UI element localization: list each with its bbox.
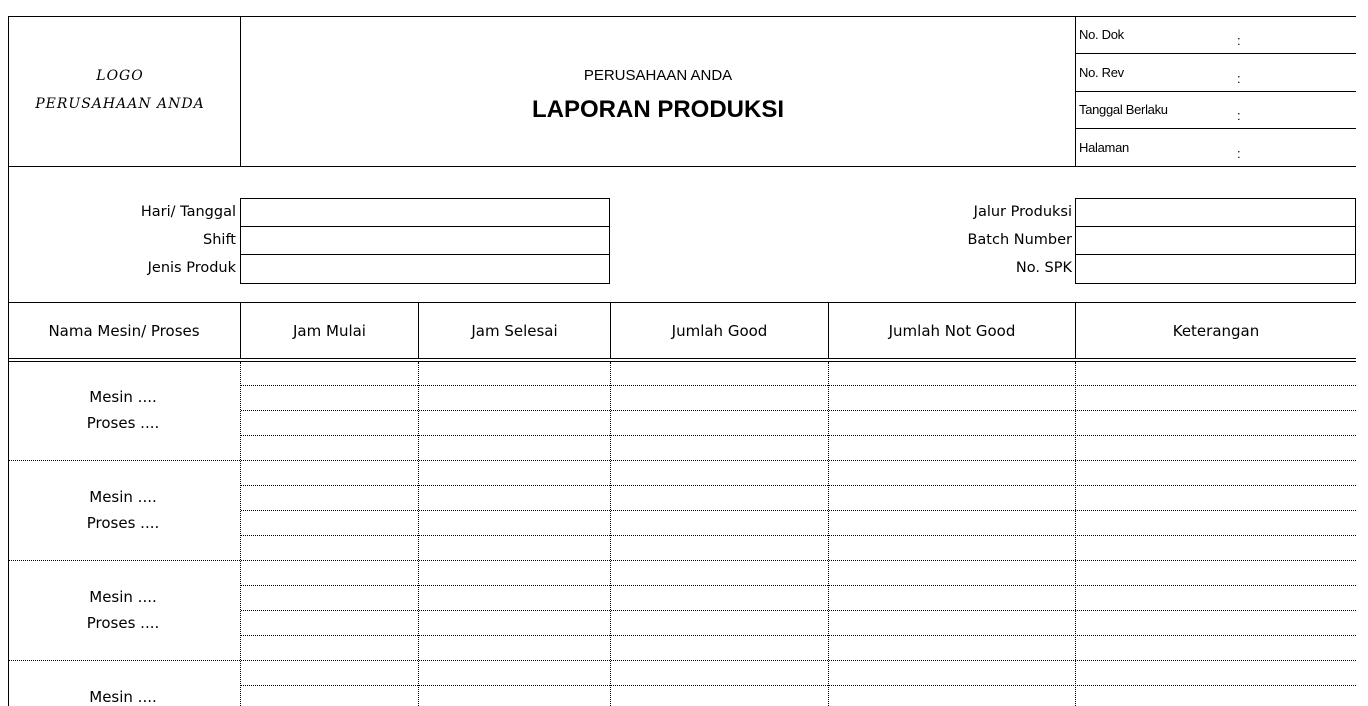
company-name: PERUSAHAAN ANDA	[583, 67, 733, 84]
column-header-jumlah-good: Jumlah Good	[671, 322, 768, 340]
label-hari-tanggal: Hari/ Tanggal	[140, 204, 236, 220]
machine-label: Mesin ....	[89, 388, 157, 406]
machine-label: Mesin ....	[89, 688, 157, 706]
label-no-spk: No. SPK	[1015, 260, 1072, 276]
input-hari-tanggal[interactable]	[240, 198, 610, 227]
column-header-keterangan: Keterangan	[1172, 322, 1260, 340]
meta-label-no-rev: No. Rev	[1079, 65, 1124, 80]
process-label: Proses ....	[86, 414, 160, 432]
input-batch-number[interactable]	[1075, 226, 1356, 255]
process-label: Proses ....	[86, 514, 160, 532]
meta-colon: :	[1237, 71, 1241, 86]
label-batch-number: Batch Number	[967, 232, 1072, 248]
input-shift[interactable]	[240, 226, 610, 255]
meta-label-no-dok: No. Dok	[1079, 27, 1124, 42]
column-header-jam-selesai: Jam Selesai	[471, 322, 558, 340]
input-no-spk[interactable]	[1075, 254, 1356, 284]
meta-label-halaman: Halaman	[1079, 140, 1129, 155]
column-header-jumlah-not-good: Jumlah Not Good	[888, 322, 1016, 340]
column-header-nama-mesin: Nama Mesin/ Proses	[48, 322, 200, 340]
input-jalur-produksi[interactable]	[1075, 198, 1356, 227]
label-jenis-produk: Jenis Produk	[147, 260, 236, 276]
page-title: LAPORAN PRODUKSI	[531, 96, 784, 123]
logo-text-line1: LOGO	[96, 68, 144, 84]
label-shift: Shift	[203, 232, 236, 248]
meta-label-tanggal-berlaku: Tanggal Berlaku	[1079, 102, 1168, 117]
column-header-jam-mulai: Jam Mulai	[293, 322, 366, 340]
process-label: Proses ....	[86, 614, 160, 632]
meta-colon: :	[1237, 146, 1241, 161]
label-jalur-produksi: Jalur Produksi	[973, 204, 1072, 220]
meta-colon: :	[1237, 108, 1241, 123]
machine-label: Mesin ....	[89, 488, 157, 506]
logo-text-line2: PERUSAHAAN ANDA	[35, 96, 205, 112]
input-jenis-produk[interactable]	[240, 254, 610, 284]
meta-colon: :	[1237, 33, 1241, 48]
machine-label: Mesin ....	[89, 588, 157, 606]
